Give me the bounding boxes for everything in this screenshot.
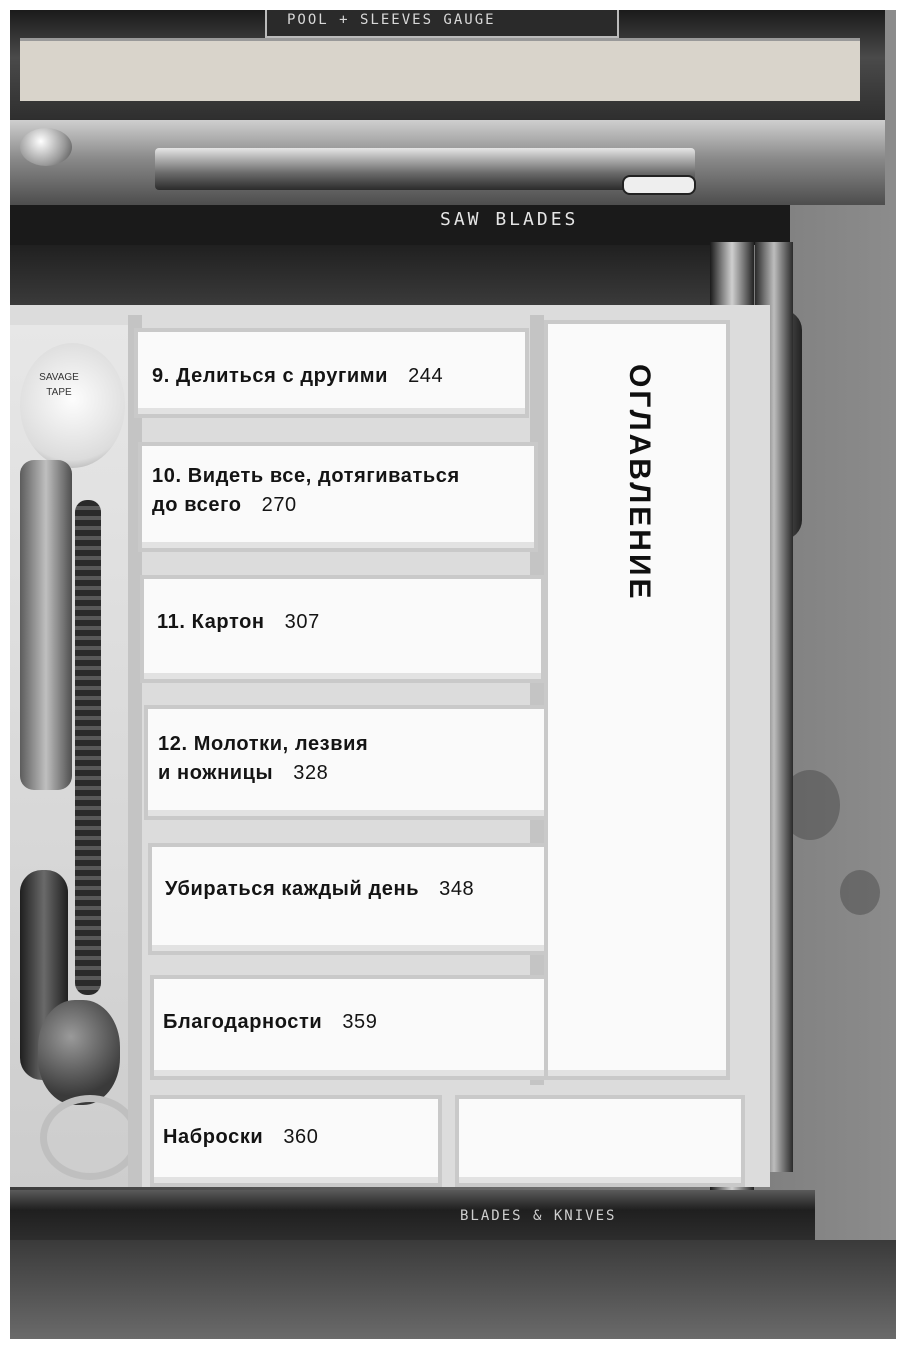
under-drawer-shadow (10, 1240, 896, 1339)
bin (455, 1095, 745, 1187)
toc-heading (582, 366, 682, 666)
toc-entry-page: 270 (261, 494, 297, 516)
toc-heading-text: ОГЛАВЛЕНИЕ (623, 364, 656, 602)
drawer-front-label: BLADES & KNIVES (460, 1208, 617, 1224)
toc-entry[interactable] (163, 1008, 377, 1037)
toc-entry-page: 359 (342, 1011, 378, 1033)
divider-vertical (530, 315, 544, 1085)
upper-tray (20, 38, 860, 101)
toc-entry-page: 328 (293, 762, 329, 784)
toc-entry-page: 348 (439, 878, 475, 900)
tape-label: SAVAGE TAPE (39, 372, 79, 398)
toc-entry-title: Благодарности (163, 1011, 323, 1033)
key-fob (38, 1000, 120, 1105)
toc-entry[interactable] (152, 362, 443, 391)
toc-entry-page: 307 (284, 611, 320, 633)
upper-label-text: POOL + SLEEVES GAUGE (287, 12, 496, 28)
toc-entry-title: 9. Делиться с другими (152, 365, 389, 387)
pliers (20, 460, 72, 790)
toc-entry-title: Убираться каждый день (165, 878, 420, 900)
saw-blades-label: SAW BLADES (440, 209, 579, 230)
handle-badge (622, 175, 696, 195)
tape-roll (20, 343, 125, 468)
toc-entry-title: Наброски (163, 1126, 264, 1148)
floor-stain (840, 870, 880, 915)
toc-entry-title: 12. Молотки, лезвия и ножницы (158, 733, 369, 784)
upper-cabinet (10, 10, 885, 130)
toc-entry[interactable] (165, 875, 474, 904)
lock-knob (20, 128, 72, 166)
drawer-well (10, 245, 710, 305)
drawer-lip (10, 1190, 815, 1240)
toc-entry[interactable] (163, 1123, 319, 1152)
toc-entry-title: 10. Видеть все, дотягиваться до всего (152, 465, 460, 516)
toc-entry-title: 11. Картон (157, 611, 265, 633)
drawer-back-wall (10, 205, 790, 245)
rasp-file (75, 500, 101, 995)
drawer-handle (155, 148, 695, 190)
cabinet-photo (10, 10, 896, 1339)
toc-entry[interactable] (158, 730, 368, 788)
toc-entry[interactable] (157, 608, 320, 637)
toc-entry[interactable] (152, 462, 460, 520)
toc-entry-page: 360 (283, 1126, 319, 1148)
toc-entry-page: 244 (408, 365, 444, 387)
upper-label-strip (265, 10, 619, 38)
key-ring (40, 1095, 140, 1180)
